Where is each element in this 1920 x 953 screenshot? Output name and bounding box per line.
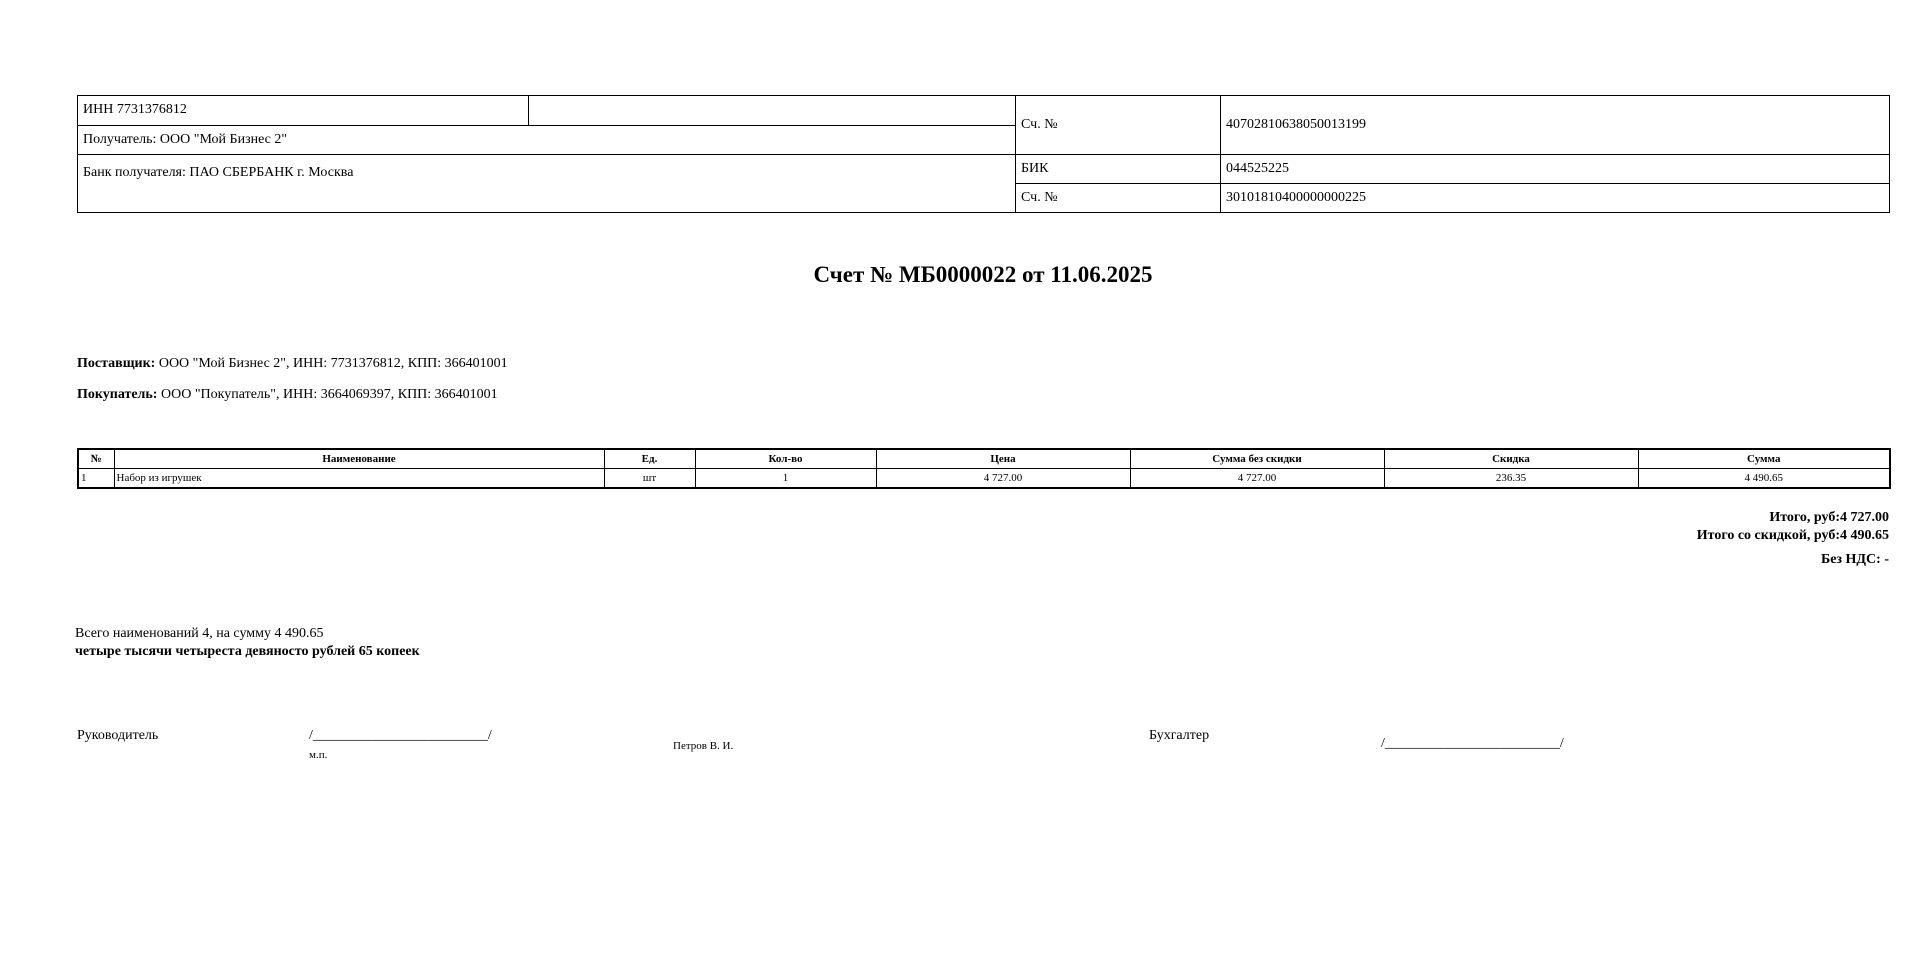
- invoice-title: Счет № МБ0000022 от 11.06.2025: [813, 262, 1153, 287]
- cell-sum: 4 490.65: [1638, 469, 1890, 489]
- header-unit: Ед.: [604, 449, 695, 469]
- buyer-value: ООО "Покупатель", ИНН: 3664069397, КПП: 366401001: [160, 387, 498, 402]
- cell-price: 4 727.00: [876, 469, 1130, 489]
- supplier-value: ООО "Мой Бизнес 2", ИНН: 7731376812, КПП: 366401001: [158, 356, 508, 371]
- buyer-label: Покупатель:: [77, 387, 158, 402]
- bik-label: БИК: [1016, 155, 1221, 184]
- header-sum: Сумма: [1638, 449, 1890, 469]
- bank-details-table: [77, 95, 1890, 213]
- header-price: Цена: [876, 449, 1130, 469]
- header-name: Наименование: [114, 449, 604, 469]
- director-signature-line: /_________________________/: [309, 728, 492, 743]
- header-quantity: Кол-во: [695, 449, 876, 469]
- accountant-signature-line: /_________________________/: [1381, 736, 1564, 751]
- empty-cell: [529, 96, 1016, 126]
- account-number-1: 40702810638050013199: [1221, 96, 1890, 155]
- vat-note: Без НДС: -: [1820, 552, 1889, 567]
- director-name: Петров В. И.: [673, 740, 734, 752]
- supplier-label: Поставщик:: [77, 356, 156, 371]
- cell-sum-no-discount: 4 727.00: [1130, 469, 1384, 489]
- table-row: [78, 469, 1890, 489]
- total-with-discount: Итого со скидкой, руб:4 490.65: [1696, 528, 1889, 543]
- cell-unit: шт: [604, 469, 695, 489]
- total: Итого, руб:4 727.00: [1769, 510, 1889, 525]
- stamp-label: м.п.: [309, 749, 328, 761]
- buyer-line: [77, 387, 498, 403]
- goods-table: [77, 448, 1891, 489]
- account-label-2: Сч. №: [1016, 184, 1221, 213]
- items-summary: Всего наименований 4, на сумму 4 490.65: [75, 626, 324, 641]
- header-discount: Скидка: [1384, 449, 1638, 469]
- inn-cell: ИНН 7731376812: [78, 96, 529, 126]
- recipient-cell: Получатель: ООО "Мой Бизнес 2": [78, 125, 1016, 155]
- recipient-bank-cell: Банк получателя: ПАО СБЕРБАНК г. Москва: [78, 155, 1016, 213]
- account-label-1: Сч. №: [1016, 96, 1221, 155]
- cell-name: Набор из игрушек: [114, 469, 604, 489]
- cell-number: 1: [78, 469, 114, 489]
- director-label: Руководитель: [77, 728, 159, 743]
- header-sum-no-discount: Сумма без скидки: [1130, 449, 1384, 469]
- account-number-2: 30101810400000000225: [1221, 184, 1890, 213]
- table-header-row: [78, 449, 1890, 469]
- cell-quantity: 1: [695, 469, 876, 489]
- amount-in-words: четыре тысячи четыреста девяносто рублей 65 копеек: [75, 644, 420, 659]
- cell-discount: 236.35: [1384, 469, 1638, 489]
- bik-value: 044525225: [1221, 155, 1890, 184]
- supplier-line: [77, 356, 508, 372]
- accountant-label: Бухгалтер: [1149, 728, 1210, 743]
- header-number: №: [78, 449, 114, 469]
